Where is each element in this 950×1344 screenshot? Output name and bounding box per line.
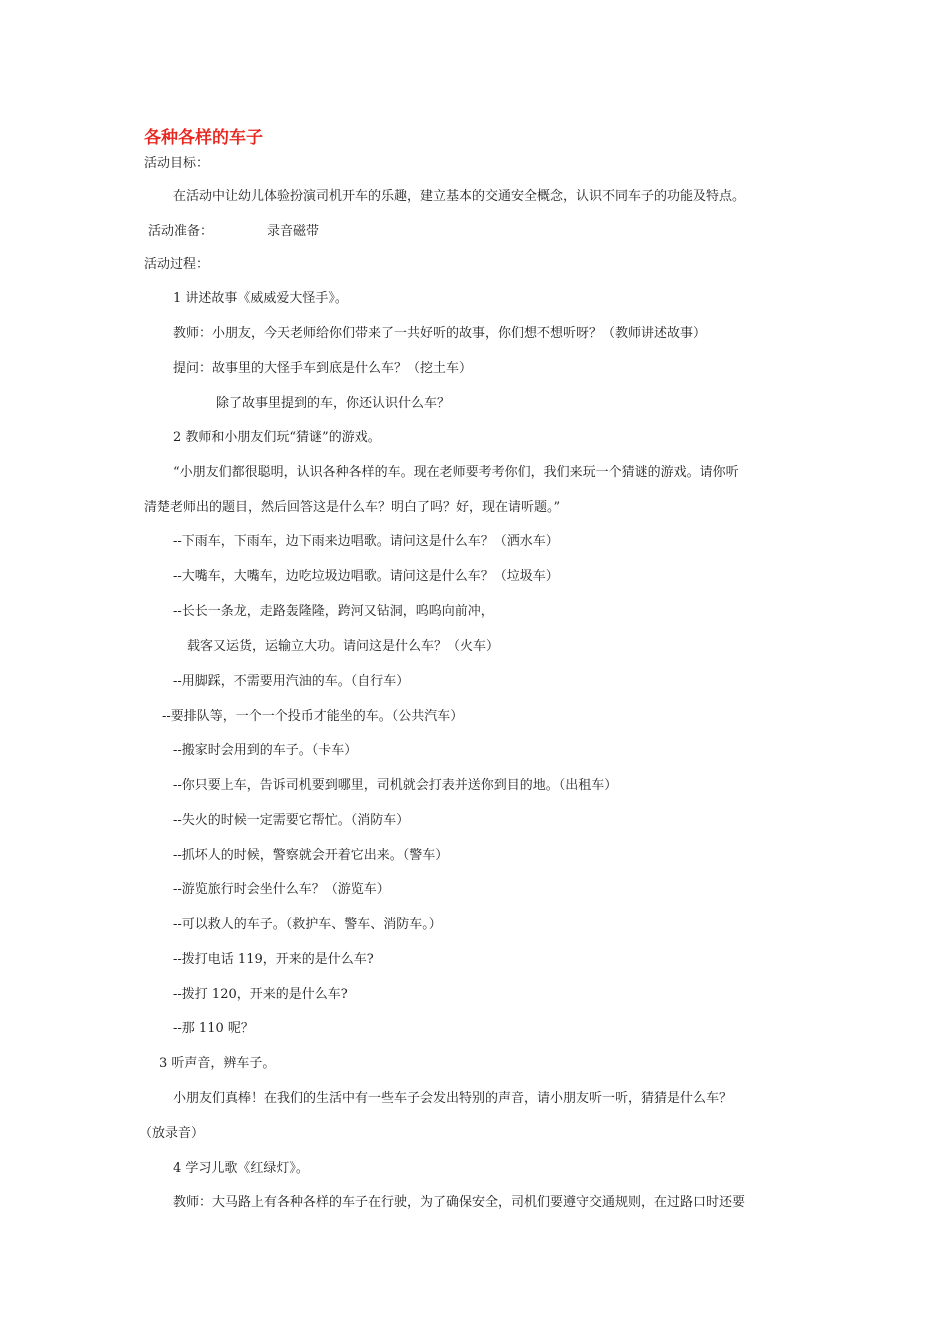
step1-question: 提问：故事里的大怪手车到底是什么车？（挖土车） [173, 361, 473, 376]
step4-text-line1: 教师：大马路上有各种各样的车子在行驶，为了确保安全，司机们要遵守交通规则，在过路口时还要 [173, 1195, 746, 1210]
riddle-6: --搬家时会用到的车子。（卡车） [173, 743, 358, 758]
step2-intro-line1: “小朋友们都很聪明，认识各种各样的车。现在老师要考考你们，我们来玩一个猜谜的游戏。请你听 [173, 465, 739, 480]
riddle-7: --你只要上车，告诉司机要到哪里，司机就会打表并送你到目的地。（出租车） [173, 778, 618, 793]
riddle-4: --用脚踩，不需要用汽油的车。（自行车） [173, 674, 410, 689]
riddle-13: --拨打 120，开来的是什么车? [173, 987, 348, 1002]
step3-text-line2: （放录音） [139, 1126, 205, 1141]
step3-text-line1: 小朋友们真棒！在我们的生活中有一些车子会发出特别的声音，请小朋友听一听，猜猜是什么车？ [173, 1091, 733, 1106]
step4-heading: 4 学习儿歌《红绿灯》。 [173, 1161, 309, 1176]
step2-intro-line2: 清楚老师出的题目，然后回答这是什么车？明白了吗？好，现在请听题。” [144, 500, 561, 515]
riddle-8: --失火的时候一定需要它帮忙。（消防车） [173, 813, 410, 828]
step2-heading: 2 教师和小朋友们玩“猜谜”的游戏。 [173, 430, 381, 445]
step1-teacher: 教师：小朋友，今天老师给你们带来了一共好听的故事，你们想不想听呀？（教师讲述故事） [173, 326, 707, 341]
step3-heading: 3 听声音，辨车子。 [159, 1056, 276, 1071]
process-label: 活动过程： [144, 257, 210, 272]
step1-question2: 除了故事里提到的车，你还认识什么车？ [216, 396, 451, 411]
prep-value: 录音磁带 [267, 224, 320, 239]
riddle-11: --可以救人的车子。（救护车、警车、消防车。） [173, 917, 442, 932]
riddle-12: --拨打电话 119，开来的是什么车? [173, 952, 374, 967]
riddle-3-line1: --长长一条龙，走路轰隆隆，跨河又钻洞，呜呜向前冲， [173, 604, 494, 619]
riddle-1: --下雨车，下雨车，边下雨来边唱歌。请问这是什么车？（洒水车） [173, 534, 559, 549]
goal-label: 活动目标： [144, 156, 210, 171]
riddle-10: --游览旅行时会坐什么车？（游览车） [173, 882, 390, 897]
riddle-2: --大嘴车，大嘴车，边吃垃圾边唱歌。请问这是什么车？（垃圾车） [173, 569, 559, 584]
riddle-5: --要排队等，一个一个投币才能坐的车。（公共汽车） [162, 709, 464, 724]
document-title: 各种各样的车子 [144, 128, 263, 148]
prep-label: 活动准备： [148, 224, 214, 239]
riddle-3-line2: 载客又运货，运输立大功。请问这是什么车？（火车） [187, 639, 500, 654]
riddle-14: --那 110 呢？ [173, 1021, 254, 1036]
step1-heading: 1 讲述故事《威威爱大怪手》。 [173, 291, 348, 306]
riddle-9: --抓坏人的时候，警察就会开着它出来。（警车） [173, 848, 449, 863]
goal-text: 在活动中让幼儿体验扮演司机开车的乐趣，建立基本的交通安全概念，认识不同车子的功能及特点。 [173, 189, 746, 204]
